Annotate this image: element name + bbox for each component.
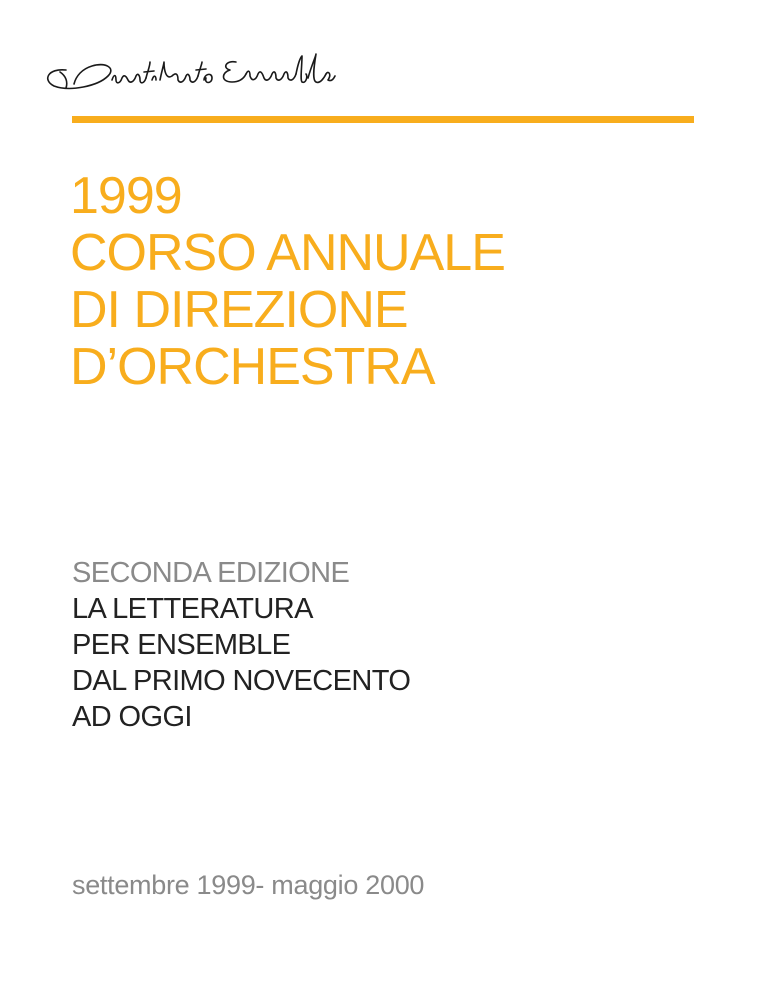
edition-label: SECONDA EDIZIONE (72, 557, 350, 589)
accent-rule (72, 116, 694, 123)
signature-logo-icon (36, 40, 336, 104)
title-year: 1999 (70, 167, 182, 225)
subtitle-line: PER ENSEMBLE (72, 629, 291, 661)
subtitle-line: LA LETTERATURA (72, 593, 313, 625)
signature-logo (36, 40, 336, 104)
main-title (70, 168, 505, 396)
title-line-orchestra: D’ORCHESTRA (70, 338, 435, 396)
subtitle (72, 555, 410, 735)
subtitle-line: DAL PRIMO NOVECENTO (72, 665, 411, 697)
subtitle-line: AD OGGI (72, 701, 192, 733)
title-line-course: CORSO ANNUALE (70, 224, 505, 282)
date-range: settembre 1999- maggio 2000 (72, 870, 425, 900)
title-line-direction: DI DIREZIONE (70, 281, 408, 339)
